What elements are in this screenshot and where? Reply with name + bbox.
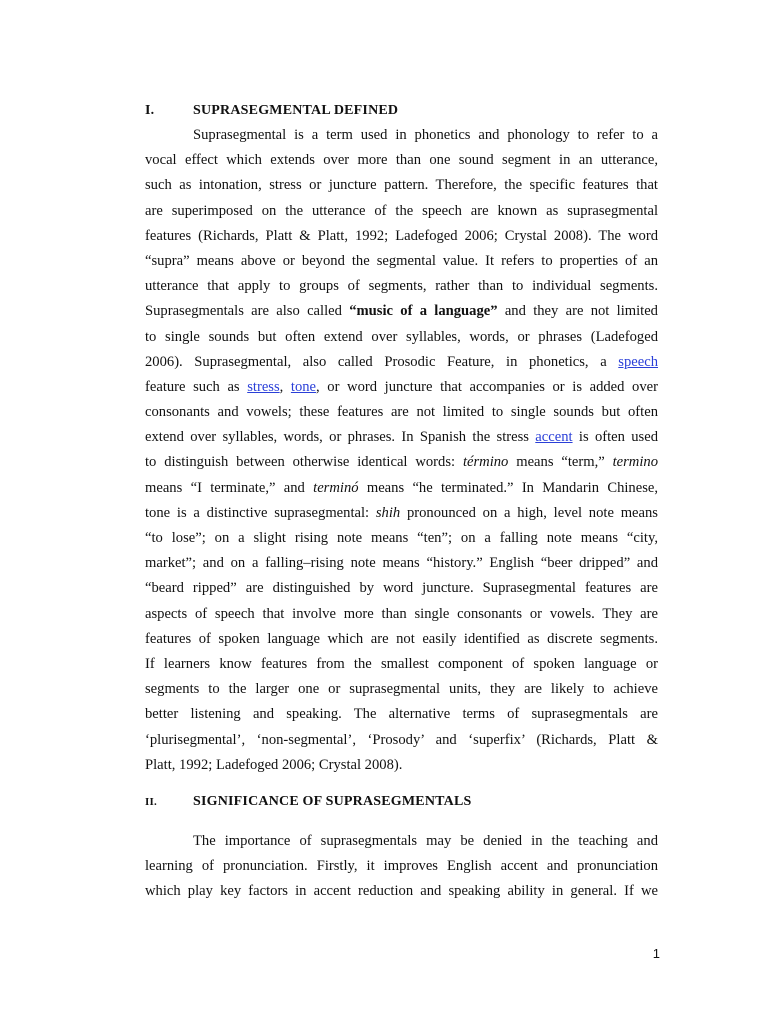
- paragraph-line: to distinguish between otherwise identical words: término means “term,” termino: [145, 454, 658, 471]
- paragraph-line: Suprasegmentals are also called “music of a language” and they are not limited: [145, 303, 658, 320]
- italic-term: terminó: [313, 479, 359, 496]
- paragraph-line: vocal effect which extends over more than one sound segment in an utterance,: [145, 152, 658, 169]
- paragraph-line: extend over syllables, words, or phrases. In Spanish the stress accent is often used: [145, 429, 658, 446]
- italic-term: termino: [612, 454, 658, 471]
- paragraph-line: consonants and vowels; these features are not limited to single sounds but often: [145, 404, 658, 421]
- paragraph-line: better listening and speaking. The alternative terms of suprasegmentals are: [145, 706, 658, 723]
- section-2-title: SIGNIFICANCE OF SUPRASEGMENTALS: [193, 794, 472, 809]
- paragraph-line: features (Richards, Platt & Platt, 1992; Ladefoged 2006; Crystal 2008). The word: [145, 227, 658, 244]
- paragraph-line: such as intonation, stress or juncture pattern. Therefore, the specific features that: [145, 177, 658, 194]
- paragraph-line: are superimposed on the utterance of the speech are known as suprasegmental: [145, 202, 658, 219]
- paragraph-line: “to lose”; on a slight rising note means “ten”; on a falling note means “city,: [145, 530, 658, 546]
- hyperlink-speech[interactable]: speech: [618, 353, 658, 370]
- paragraph-line: utterance that apply to groups of segments, rather than to individual segments.: [145, 278, 658, 295]
- section-2-heading: [145, 794, 471, 810]
- paragraph-line: The importance of suprasegmentals may be denied in the teaching and: [193, 833, 658, 849]
- hyperlink-tone[interactable]: tone: [290, 378, 317, 395]
- paragraph-line: market”; and on a falling–rising note means “history.” English “beer dripped” and: [145, 555, 658, 572]
- hyperlink-accent[interactable]: accent: [535, 429, 573, 446]
- paragraph-line: learning of pronunciation. Firstly, it improves English accent and pronunciation: [145, 858, 658, 875]
- paragraph-line: “beard ripped” are distinguished by word juncture. Suprasegmental features are: [145, 580, 658, 597]
- section-1-number: I.: [145, 103, 155, 118]
- paragraph-line: Suprasegmental is a term used in phonetics and phonology to refer to a: [193, 127, 658, 143]
- italic-term: shih: [375, 504, 401, 521]
- paragraph-line: Platt, 1992; Ladefoged 2006; Crystal 2008).: [145, 756, 403, 773]
- section-2-body: [145, 829, 658, 905]
- section-1-title: SUPRASEGMENTAL DEFINED: [193, 103, 399, 118]
- paragraph-line: features of spoken language which are not easily identified as discrete segments.: [145, 630, 658, 647]
- section-1-body: [145, 123, 658, 778]
- paragraph-line: segments to the larger one or suprasegmental units, they are likely to achieve: [145, 681, 658, 698]
- hyperlink-stress[interactable]: stress: [247, 378, 280, 395]
- paragraph-line: aspects of speech that involve more than single consonants or vowels. They are: [145, 605, 658, 622]
- paragraph-line: which play key factors in accent reduction and speaking ability in general. If we: [145, 883, 658, 900]
- paragraph-line: to single sounds but often extend over syllables, words, or phrases (Ladefoged: [145, 328, 658, 345]
- italic-term: término: [462, 454, 509, 471]
- section-2-number: II.: [145, 796, 157, 808]
- paragraph-line: tone is a distinctive suprasegmental: shih pronounced on a high, level note means: [145, 504, 658, 521]
- page-number: 1: [652, 946, 660, 961]
- paragraph-line: means “I terminate,” and terminó means “he terminated.” In Mandarin Chinese,: [145, 479, 658, 496]
- paragraph-line: feature such as stress, tone, or word juncture that accompanies or is added over: [145, 378, 658, 395]
- paragraph-line: “supra” means above or beyond the segmental value. It refers to properties of an: [145, 252, 658, 269]
- paragraph-line: 2006). Suprasegmental, also called Prosodic Feature, in phonetics, a speech: [145, 353, 658, 370]
- bold-term: “music of a language”: [349, 303, 498, 320]
- section-1-heading: [145, 103, 398, 119]
- paragraph-line: If learners know features from the smallest component of spoken language or: [145, 655, 658, 672]
- paragraph-line: ‘plurisegmental’, ‘non-segmental’, ‘Prosody’ and ‘superfix’ (Richards, Platt &: [145, 731, 658, 748]
